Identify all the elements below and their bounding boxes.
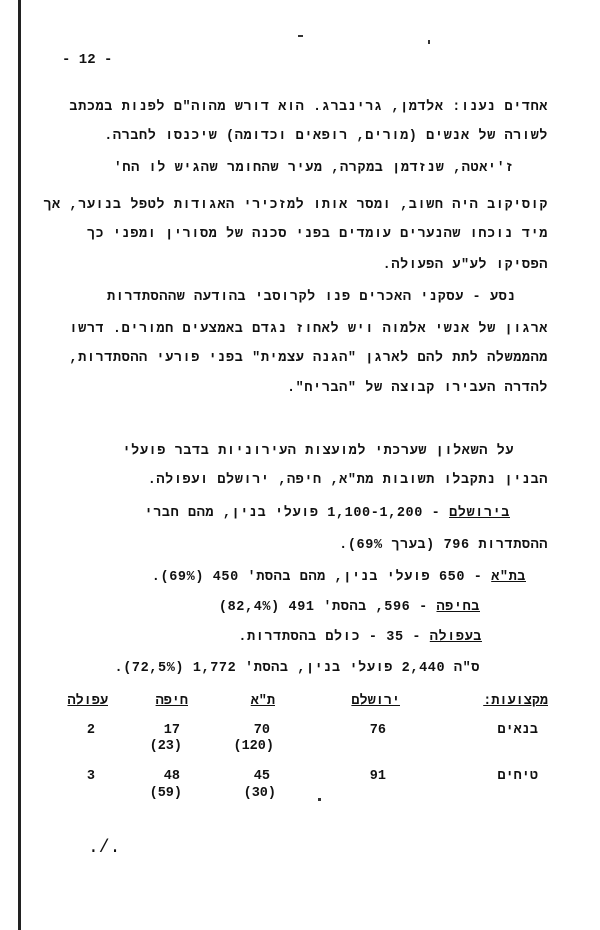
- table-row-2-haifa-sub: (59): [149, 786, 182, 801]
- table-header-tlv: ת"א: [250, 694, 275, 709]
- p2-line-2: קוסיקוב היה חשוב, ומסר אותו למזכירי האגודות לטפל בנוער, אך: [43, 198, 548, 213]
- table-header-haifa: חיפה: [155, 694, 188, 709]
- table-header-trades: מקצועות:: [483, 694, 548, 709]
- table-row-1-tlv: 70: [253, 723, 270, 738]
- table-row-1-afula: 2: [86, 723, 95, 738]
- p3-line-1: נסע - עסקני האכרים פנו לקרוסבי בהודעה שההסתדרות: [107, 290, 516, 305]
- end-mark: ./.: [88, 838, 121, 858]
- jerusalem-label: בירושלם: [449, 506, 510, 521]
- p3-line-4: להדרה העבירו קבוצה של "הבריח".: [286, 381, 548, 396]
- tlv-line: [152, 570, 526, 585]
- table-row-1-tlv-sub: (120): [233, 739, 274, 754]
- table-row-1-jerusalem: 76: [369, 723, 386, 738]
- p3-line-3: מהממשלה לתת להם לארגן "הגנה עצמית" בפני פורעי ההסתדרות,: [69, 351, 548, 366]
- table-row-2-afula: 3: [86, 769, 95, 784]
- tlv-label: בת"א: [491, 570, 526, 585]
- p4-line-1: על השאלון שערכתי למועצות העירוניות בדבר פועלי: [122, 444, 514, 459]
- scan-speck: [318, 798, 321, 801]
- page-left-edge: [18, 0, 21, 930]
- afula-line: [238, 630, 482, 645]
- table-row-2-tlv-sub: (30): [243, 786, 276, 801]
- p4-line-2: הבנין נתקבלו תשובות מת"א, חיפה, ירושלם ועפולה.: [147, 473, 548, 488]
- jerusalem-line: [145, 506, 510, 521]
- jerusalem-line-2: ההסתדרות 796 (בערך 69%).: [339, 538, 548, 553]
- scan-speck: [428, 40, 430, 44]
- haifa-line: [219, 600, 480, 615]
- table-row-2-trade: טיחים: [497, 769, 538, 784]
- p3-line-2: ארגון של אנשי אלמוה ויש לאחוז נגדם באמצעים חמורים. דרשו: [69, 322, 548, 337]
- table-header-jerusalem: ירושלם: [351, 694, 400, 709]
- p2-line-1: ז'יאטה, שנזדמן במקרה, מעיר שהחומר שהגיש לו הח': [113, 161, 514, 176]
- p2-line-4: הפסיקו לע"ע הפעולה.: [382, 258, 548, 273]
- table-row-1-haifa-sub: (23): [149, 739, 182, 754]
- table-row-1-haifa: 17: [163, 723, 180, 738]
- p1-line-1: אחדים נענו: אלדמן, גרינברג. הוא דורש מהוה"ם לפנות במכתב: [69, 100, 548, 115]
- p1-line-2: לשורה של אנשים (מורים, רופאים וכדומה) שיכנסו לחברה.: [104, 129, 548, 144]
- afula-label: בעפולה: [429, 630, 482, 645]
- table-row-2-jerusalem: 91: [369, 769, 386, 784]
- p2-line-3: מיד נוכחו שהנערים עומדים בפני סכנה של מסורין ומפני כך: [86, 227, 548, 242]
- haifa-text: - 596, בהסת' 491 (82,4%): [218, 600, 437, 615]
- tlv-text: - 650 פועלי בנין, מהם בהסת' 450 (69%).: [151, 570, 492, 585]
- table-header-afula: עפולה: [67, 694, 108, 709]
- scan-speck: [298, 35, 303, 37]
- haifa-label: בחיפה: [436, 600, 480, 615]
- table-row-2-tlv: 45: [253, 769, 270, 784]
- jerusalem-text: - 1,100-1,200 פועלי בנין, מהם חברי: [144, 506, 450, 521]
- total-line: ס"ה 2,440 פועלי בנין, בהסת' 1,772 (72,5%).: [114, 661, 480, 676]
- table-row-1-trade: בנאים: [497, 723, 538, 738]
- afula-text: - 35 - כולם בהסתדרות.: [238, 630, 430, 645]
- page-number: - 12 -: [62, 52, 113, 68]
- table-row-2-haifa: 48: [163, 769, 180, 784]
